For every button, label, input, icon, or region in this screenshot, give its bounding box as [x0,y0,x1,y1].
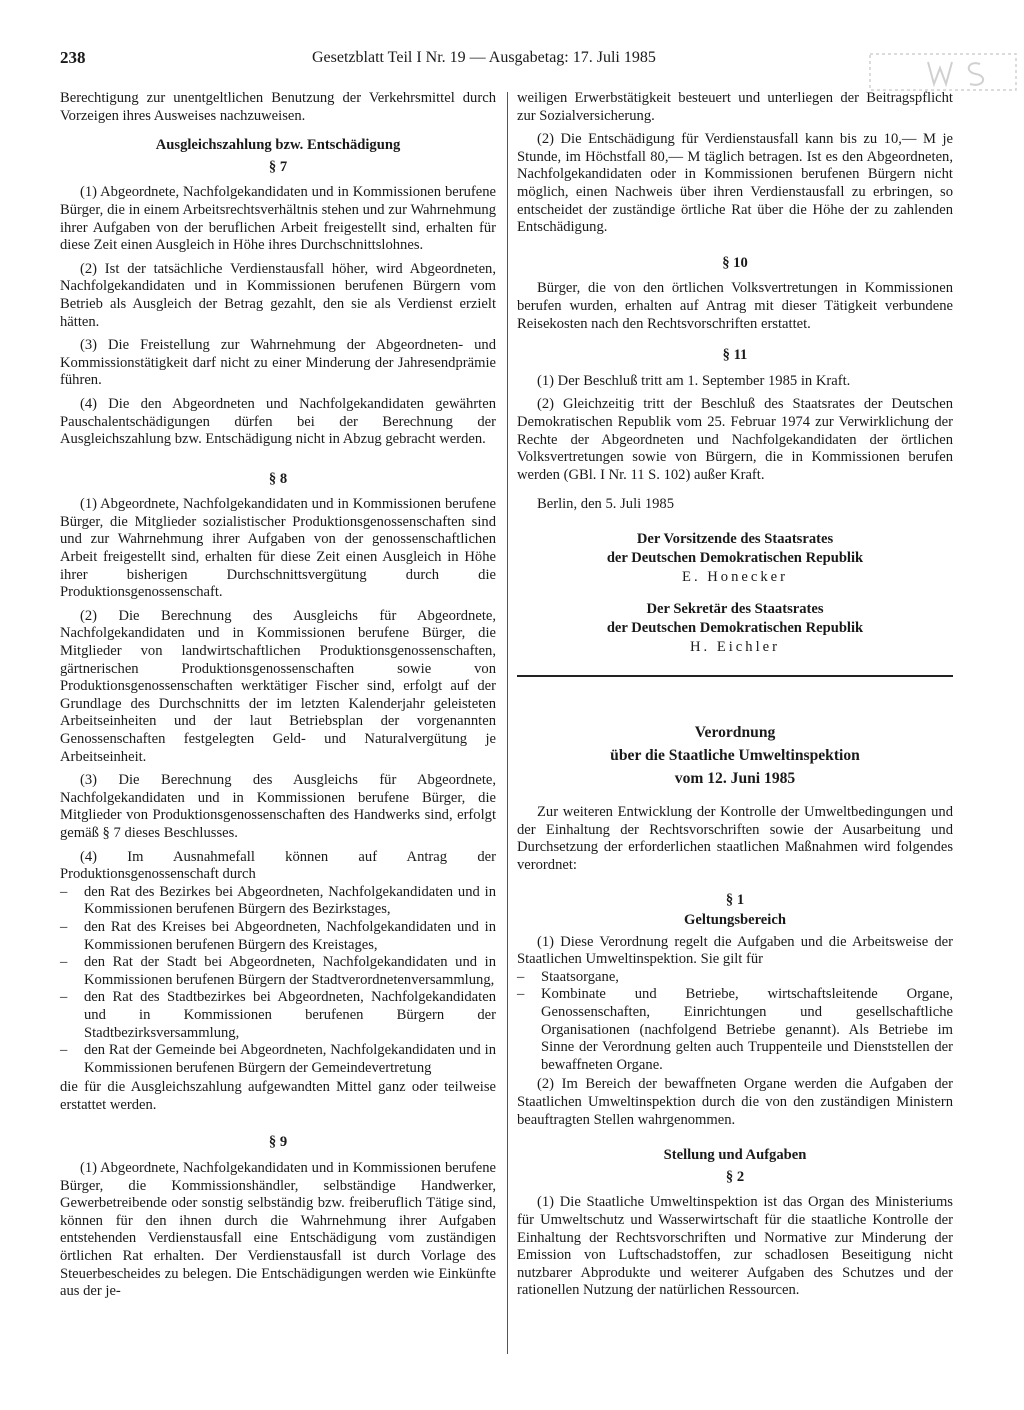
list-item: – den Rat der Gemeinde bei Abgeordneten, Nachfolgekandidaten und in Kommissionen berufenen Bürgern der Gemeindevertretung [60,1042,496,1077]
paragraph: weiligen Erwerbstätigkeit besteuert und unterliegen der Beitragspflicht zur Sozialversicherung. [517,90,953,124]
paragraph: (3) Die Berechnung des Ausgleichs für Abgeordnete, Nachfolgekandidaten und in Kommissionen berufene Bürger, die Mitglieder von Produktionsgenossenschaften des Handwerks sind, erfolgt gemäß § 7 dieses Beschlusses. [60,772,496,841]
signatory-name: E. Honecker [682,568,788,585]
paragraph: (2) Ist der tatsächliche Verdienstausfall höher, wird Abgeordneten, Nachfolgekandidaten und in Kommissionen berufenen Bürgern vom Betrieb als Ausgleich der Betrag gezahlt, den sie als Verdienst erzielt hätten. [60,260,496,330]
paragraph-mark-1: § 1 [725,892,745,909]
paragraph: (1) Diese Verordnung regelt die Aufgaben und die Arbeitsweise der Staatlichen Umweltinspektion. Sie gilt für [517,933,953,968]
paragraph: (2) Die Berechnung des Ausgleichs für Abgeordnete, Nachfolgekandidaten und in Kommissionen berufene Bürger, die Mitglieder von landwirtschaftlichen Produktionsgenossenschaften, gärtnerischen Produktionsgenossenschaften sowie von Produktionsgenossenschaften werktätiger Fischer sind, erfolgt auf der Grundlage des Durchschnitts der im letzten Kalenderjahr geleisteten Arbeitseinheiten und der laut Betriebsplan der vorgenannten Genossenschaften festgelegten Geld- und Naturalvergütung je Arbeitseinheit. [60,607,496,765]
section-heading: Ausgleichszahlung bzw. Entschädigung [155,137,401,154]
paragraph: (1) Abgeordnete, Nachfolgekandidaten und in Kommissionen berufene Bürger, die Mitglieder sozialistischer Produktionsgenossenschaften sind und zur Wahrnehmung ihrer Aufgaben von der genossenschaftlichen Arbeit freigestellt sind, erhalten für diese Zeit einen Ausgleich in Höhe ihrer bisherigen Durchschnittsvergütung durch die Produktionsgenossenschaft. [60,496,496,601]
signatory-title: Der Vorsitzende des Staatsrates [636,530,834,547]
paragraph: (3) Die Freistellung zur Wahrnehmung der Abgeordneten- und Kommissionstätigkeit darf nicht zu einer Minderung der Jahresendprämie führen. [60,337,496,389]
signatory-title: der Deutschen Demokratischen Republik [606,620,864,637]
paragraph: (1) Abgeordnete, Nachfolgekandidaten und in Kommissionen berufene Bürger, die in einem Arbeitsrechtsverhältnis stehen und zur Wahrnehmung ihrer Aufgaben von der beruflichen Arbeit freigestellt sind, erhalten für diese Zeit einen Ausgleich in Höhe ihres Durchschnittslohnes. [60,184,496,254]
paragraph-mark-10: § 10 [722,254,748,271]
place-date: Berlin, den 5. Juli 1985 [537,496,675,513]
dash-list [60,884,496,1078]
paragraph: (1) Der Beschluß tritt am 1. September 1985 in Kraft. [537,372,851,389]
page-header [60,46,960,70]
paragraph-mark-9: § 9 [268,1134,288,1151]
paragraph: Bürger, die von den örtlichen Volksvertretungen in Kommissionen berufen wurden, erhalten auf Antrag mit dieser Tätigkeit verbundene Reisekosten nach den Rechtsvorschriften erstattet. [517,280,953,332]
paragraph: (2) Gleichzeitig tritt der Beschluß des Staatsrates der Deutschen Demokratischen Republik vom 25. Februar 1974 zur Verwirklichung der Rechte der Abgeordneten und Nachfolgekandidaten der örtlichen Volksvertretungen sowie von Bürgern, die in Kommissionen berufen werden (GBl. I Nr. 11 S. 102) außer Kraft. [517,396,953,483]
dash-list [517,969,953,1075]
ordinance-title-line: vom 12. Juni 1985 [674,770,796,788]
ordinance-title-line: Verordnung [694,724,776,742]
signatory-name: H. Eichler [690,639,780,656]
paragraph: Zur weiteren Entwicklung der Kontrolle der Umweltbedingungen und der Einhaltung der Rechtsvorschriften sowie der Ausarbeitung und Durchsetzung der erforderlichen staatlichen Maßnahmen wird folgendes verordnet: [517,804,953,873]
paragraph-mark-2: § 2 [725,1168,745,1185]
paragraph-mark-8: § 8 [268,470,288,487]
paragraph: die für die Ausgleichszahlung aufgewandten Mittel ganz oder teilweise erstattet werden. [60,1079,496,1113]
signatory-title: Der Sekretär des Staatsrates [646,601,824,618]
left-column [60,90,496,1307]
right-column [517,90,953,1306]
list-item: – Staatsorgane, [517,969,953,987]
list-item: – den Rat des Bezirkes bei Abgeordneten, Nachfolgekandidaten und in Kommissionen berufenen Bürgern des Bezirkstages, [60,884,496,919]
column-divider [507,92,508,1354]
paragraph: (1) Die Staatliche Umweltinspektion ist das Organ des Ministeriums für Umweltschutz und Wasserwirtschaft für die staatliche Kontrolle der Einhaltung der Rechtsvorschriften und Normative zur Minderung der Emission von Luftschadstoffen, zur schadlosen Beseitigung nicht nutzbarer Abprodukte und weiterer Aufgaben des Schutzes und der rationellen Nutzung der natürlichen Ressourcen. [517,1194,953,1299]
paragraph: (2) Im Bereich der bewaffneten Organe werden die Aufgaben der Staatlichen Umweltinspektion durch die von den zuständigen Ministern beauftragten Stellen wahrgenommen. [517,1076,953,1128]
paragraph-mark-11: § 11 [722,347,748,364]
paragraph-mark-7: § 7 [268,158,288,175]
library-stamp-icon [868,50,1018,94]
paragraph: (2) Die Entschädigung für Verdienstausfall kann bis zu 10,— M je Stunde, im Höchstfall 80,— M täglich betragen. Ist es den Abgeordneten, Nachfolgekandidaten oder in Kommissionen berufenen Bürgern nicht möglich, einen Nachweis über ihren Verdienstausfall zu erbringen, so entscheidet der zuständige örtliche Rat über die Höhe der zu zahlenden Entschädigung. [517,131,953,236]
paragraph: Berechtigung zur unentgeltlichen Benutzung der Verkehrsmittel durch Vorzeigen ihres Ausweises nachzuweisen. [60,90,496,124]
ordinance-title-line: über die Staatliche Umweltinspektion [610,747,860,765]
list-item: – den Rat des Stadtbezirkes bei Abgeordneten, Nachfolgekandidaten und in Kommissionen berufenen Bürgern der Stadtbezirksversammlung, [60,989,496,1042]
signatory-title: der Deutschen Demokratischen Republik [606,549,864,566]
running-head: Gesetzblatt Teil I Nr. 19 — Ausgabetag: 17. Juli 1985 [312,49,656,66]
page-number: 238 [60,48,86,67]
section-heading: Stellung und Aufgaben [663,1147,807,1164]
section-divider [517,675,953,677]
list-item: – den Rat der Stadt bei Abgeordneten, Nachfolgekandidaten und in Kommissionen berufenen Bürgern der Stadtverordnetenversammlung, [60,954,496,989]
list-item: – den Rat des Kreises bei Abgeordneten, Nachfolgekandidaten und in Kommissionen berufenen Bürgern des Kreistages, [60,919,496,954]
list-item: – Kombinate und Betriebe, wirtschaftsleitende Organe, Genossenschaften, Einrichtungen und gesellschaftliche Organisationen (nachfolgend Betriebe genannt). Als Betriebe im Sinne der Verordnung gelten auch Truppenteile und Dienststellen der bewaffneten Organe. [517,986,953,1074]
paragraph: (4) Im Ausnahmefall können auf Antrag der Produktionsgenossenschaft durch [60,848,496,883]
section-heading: Geltungsbereich [684,912,786,929]
ordinance-title [517,721,953,790]
paragraph: (4) Die den Abgeordneten und Nachfolgekandidaten gewährten Pauschalentschädigungen dürfen bei der Berechnung der Ausgleichszahlung bzw. Entschädigung nicht in Abzug gebracht werden. [60,395,496,448]
paragraph: (1) Abgeordnete, Nachfolgekandidaten und in Kommissionen berufene Bürger, die Kommissionshändler, selbständige Handwerker, Gewerbetreibende oder sonstig selbständig bzw. freiberuflich Tätige sind, können für den ihnen durch die Wahrnehmung ihrer Aufgaben entstehenden Verdienstausfall eine Entschädigung vom zuständigen örtlichen Rat erhalten. Der Verdienstausfall ist durch Vorlage des Steuerbescheides zu belegen. Die Entschädigungen werden wie Einkünfte aus der je- [60,1160,496,1300]
